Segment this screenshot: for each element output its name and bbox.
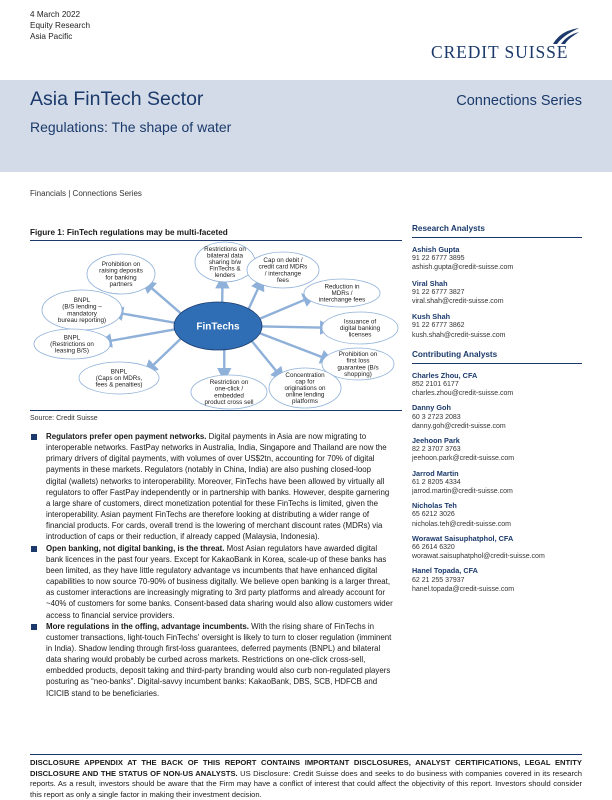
analyst-name: Charles Zhou, CFA xyxy=(412,371,582,380)
analyst-entry xyxy=(412,279,582,307)
node-label: (B/S lending – xyxy=(62,304,102,311)
report-date: 4 March 2022 xyxy=(30,9,90,20)
bullet-body: Most Asian regulators have awarded digital bank licences in the past four years. Except for KakaoBank in Korea, scale-up of these banks has been limited, as they have little regulatory advantage vs incumbents that have enhanced digital capabilities to now source 70-90% of business digitally. We believe open banking is a larger threat, as customer interactions are increasingly migrating to 3rd party platforms and already account for ~40% of customers for some banks. Consent-based data sharing would also allow customers wider access to financial service providers. xyxy=(46,544,393,620)
node-label: sharing b/w xyxy=(209,259,242,266)
bullet-point xyxy=(30,543,393,621)
analyst-name: Jarrod Martin xyxy=(412,469,582,478)
analyst-entry xyxy=(412,436,582,464)
node-label: leasing B/S) xyxy=(55,348,89,355)
node-label: embedded xyxy=(214,392,244,399)
regulation-node xyxy=(195,242,255,282)
disclosure-body: US Disclosure: Credit Suisse does and seeks to do business with companies covered in its research reports. As a result, investors should be aware that the Firm may have a conflict of interest that could affect the objectivity of this report. Investors should consider this report as only a single factor in making their investment decision. xyxy=(30,769,582,799)
disclosure-text xyxy=(30,758,582,800)
analyst-name: Hanel Topada, CFA xyxy=(412,566,582,575)
analyst-email[interactable]: ashish.gupta@credit-suisse.com xyxy=(412,263,582,272)
analyst-email[interactable]: hanel.topada@credit-suisse.com xyxy=(412,585,582,594)
bullet-lead: Open banking, not digital banking, is the threat. xyxy=(46,544,224,553)
node-label: / interchange xyxy=(265,270,302,277)
node-label: lenders xyxy=(215,272,236,279)
node-label: for banking xyxy=(105,274,137,281)
research-analysts-heading: Research Analysts xyxy=(412,224,582,238)
analyst-email[interactable]: nicholas.teh@credit-suisse.com xyxy=(412,520,582,529)
connector-arrow xyxy=(256,326,332,328)
node-label: online lending xyxy=(286,392,325,399)
node-label: platforms xyxy=(292,398,318,405)
node-label: Concentration xyxy=(285,372,325,379)
node-label: first loss xyxy=(346,358,369,365)
regulation-node xyxy=(322,312,398,344)
analyst-phone: 91 22 6777 3895 xyxy=(412,254,582,263)
center-node xyxy=(174,302,262,350)
regulation-node xyxy=(79,362,159,394)
node-label: digital banking xyxy=(340,325,381,332)
bullet-lead: Regulators prefer open payment networks. xyxy=(46,432,206,441)
regulation-diagram xyxy=(30,242,402,409)
node-label: BNPL xyxy=(111,368,128,375)
node-label: BNPL xyxy=(64,334,81,341)
analyst-phone: 62 21 255 37937 xyxy=(412,576,582,585)
bullet-body: With the rising share of FinTechs in customer transactions, light-touch FinTechs' oversight is likely to turn to closer regulation (imminent in India). Shadow lending through first-loss guarantees, deferred payments (BNPL) and bilateral data sharing would probably be curbed across markets. Restrictions on one-click cross-sell, embedded products, deposit taking and third-party branding would also curb non-regulated players posturing as “neo-banks”. Digital-savvy incumbent banks: KakaoBank, DBS, SCB, HDFCB and ICICIB stand to be beneficiaries. xyxy=(46,622,391,698)
analyst-name: Worawat Saisuphatphol, CFA xyxy=(412,534,582,543)
analyst-name: Ashish Gupta xyxy=(412,245,582,254)
figure-rule-bottom xyxy=(30,410,402,411)
figure-title: Figure 1: FinTech regulations may be multi-faceted xyxy=(30,228,228,237)
contributing-list xyxy=(412,371,582,594)
regulation-node xyxy=(304,279,380,307)
node-label: guarantee (B/s xyxy=(337,364,378,371)
analyst-email[interactable]: worawat.saisuphatphol@credit-suisse.com xyxy=(412,552,582,561)
connector-arrow xyxy=(255,296,315,321)
connector-arrow xyxy=(100,328,180,342)
regulation-node xyxy=(34,329,110,359)
regulation-node xyxy=(87,254,155,294)
analyst-phone: 61 2 8205 4334 xyxy=(412,478,582,487)
series-label: Connections Series xyxy=(456,93,582,109)
node-label: Issuance of xyxy=(344,318,376,325)
analyst-phone: 91 22 6777 3862 xyxy=(412,321,582,330)
analyst-phone: 66 2614 6320 xyxy=(412,543,582,552)
analyst-email[interactable]: jarrod.martin@credit-suisse.com xyxy=(412,487,582,496)
analyst-phone: 91 22 6777 3827 xyxy=(412,288,582,297)
node-label: product cross sell xyxy=(205,399,254,406)
analyst-entry xyxy=(412,371,582,399)
analyst-entry xyxy=(412,312,582,340)
analyst-email[interactable]: danny.goh@credit-suisse.com xyxy=(412,422,582,431)
node-label: cap for xyxy=(295,378,314,385)
page-title: Asia FinTech Sector xyxy=(30,88,203,111)
analyst-entry xyxy=(412,469,582,497)
analyst-email[interactable]: viral.shah@credit-suisse.com xyxy=(412,297,582,306)
connector-arrow xyxy=(143,281,184,316)
credit-suisse-logo xyxy=(431,30,583,66)
node-label: Cap on debit / xyxy=(263,257,302,264)
bullet-body: Digital payments in Asia are now migrating to interoperable networks. FastPay networks in Australia, India, Singapore and Thailand are now the primary drivers of digital payments, with volumes of over US$2tn, accounting for 70% of digital payments in these markets. Regulators (notably in China, India) are also pushing closed-loop digital (wallets) networks to interoperability. Moreover, FinTechs have been allowed by virtually all regulators to offer FastPay independently or in partnership with banks. However, despite garnering a large share of customers, direct monetization potential for these FinTechs is limited, given the interoperability. Asian payment FinTechs are therefore looking at distributing a wider range of financial products. For cards, overall trend is the lowering of merchant discount rates (MDRs) via introduction of caps or their reduction, if already capped (Malaysia, Indonesia). xyxy=(46,432,389,541)
regulation-node xyxy=(247,252,319,288)
node-label: (Caps on MDRs, xyxy=(96,375,143,382)
report-meta xyxy=(30,9,90,42)
disclosure-bold: DISCLOSURE APPENDIX AT THE BACK OF THIS REPORT CONTAINS IMPORTANT DISCLOSURES, ANALYST CERTIFICATIONS, LEGAL ENTITY DISCLOSURE AND THE STATUS OF NON-US ANALYSTS. xyxy=(30,758,582,778)
node-label: (Restrictions on xyxy=(50,341,94,348)
node-label: MDRs / xyxy=(332,290,353,297)
analyst-entry xyxy=(412,245,582,273)
analyst-name: Viral Shah xyxy=(412,279,582,288)
node-label: Restriction on xyxy=(210,379,249,386)
node-label: partners xyxy=(109,281,132,288)
node-label: BNPL xyxy=(74,297,91,304)
figure-source: Source: Credit Suisse xyxy=(30,415,98,422)
regulation-node xyxy=(269,368,341,408)
connector-arrow xyxy=(249,338,283,380)
center-label: FinTechs xyxy=(196,322,240,333)
node-label: interchange fees xyxy=(319,297,366,304)
analyst-phone: 60 3 2723 2083 xyxy=(412,413,582,422)
node-label: Restrictions on xyxy=(204,246,246,253)
analyst-name: Danny Goh xyxy=(412,403,582,412)
analyst-phone: 852 2101 6177 xyxy=(412,380,582,389)
node-label: Reduction in xyxy=(324,283,360,290)
node-label: fees xyxy=(277,277,289,284)
node-label: originations on xyxy=(285,385,326,392)
analyst-name: Nicholas Teh xyxy=(412,501,582,510)
bullet-lead: More regulations in the offing, advantage incumbents. xyxy=(46,622,249,631)
logo-text: CREDIT SUISSE xyxy=(431,42,568,63)
node-label: credit card MDRs xyxy=(259,264,308,271)
node-label: shopping) xyxy=(344,371,372,378)
bullet-point xyxy=(30,621,393,699)
report-region: Asia Pacific xyxy=(30,31,90,42)
disclosure-rule xyxy=(30,754,582,755)
regulation-node xyxy=(42,290,122,330)
contributing-analysts-heading: Contributing Analysts xyxy=(412,350,582,364)
analyst-email[interactable]: kush.shah@credit-suisse.com xyxy=(412,331,582,340)
analyst-entry xyxy=(412,534,582,562)
node-label: Prohibition on xyxy=(339,351,378,358)
sector-line: Financials | Connections Series xyxy=(30,189,142,198)
analyst-email[interactable]: jeehoon.park@credit-suisse.com xyxy=(412,454,582,463)
bullet-point xyxy=(30,431,393,543)
connector-arrow xyxy=(146,335,185,372)
node-label: raising deposits xyxy=(99,268,143,275)
analyst-phone: 82 2 3707 3763 xyxy=(412,445,582,454)
report-department: Equity Research xyxy=(30,20,90,31)
node-label: licenses xyxy=(349,332,372,339)
node-label: fees & penalties) xyxy=(96,382,143,389)
analyst-phone: 65 6212 3026 xyxy=(412,510,582,519)
node-label: one-click / xyxy=(215,386,244,393)
analyst-entry xyxy=(412,403,582,431)
connector-arrow xyxy=(112,312,180,324)
connector-arrow xyxy=(255,331,332,361)
analyst-email[interactable]: charles.zhou@credit-suisse.com xyxy=(412,389,582,398)
analyst-entry xyxy=(412,566,582,594)
page-subtitle: Regulations: The shape of water xyxy=(30,119,231,135)
key-points xyxy=(30,431,393,699)
analyst-name: Kush Shah xyxy=(412,312,582,321)
node-label: mandatory xyxy=(67,310,98,317)
node-label: Prohibition on xyxy=(102,261,141,268)
node-label: bureau reporting) xyxy=(58,317,106,324)
analyst-sidebar xyxy=(412,224,582,599)
node-label: FinTechs & xyxy=(209,266,241,273)
analyst-entry xyxy=(412,501,582,529)
node-label: bilateral data xyxy=(207,252,244,259)
analyst-name: Jeehoon Park xyxy=(412,436,582,445)
figure-rule-top xyxy=(30,240,402,241)
regulation-node xyxy=(191,375,267,409)
